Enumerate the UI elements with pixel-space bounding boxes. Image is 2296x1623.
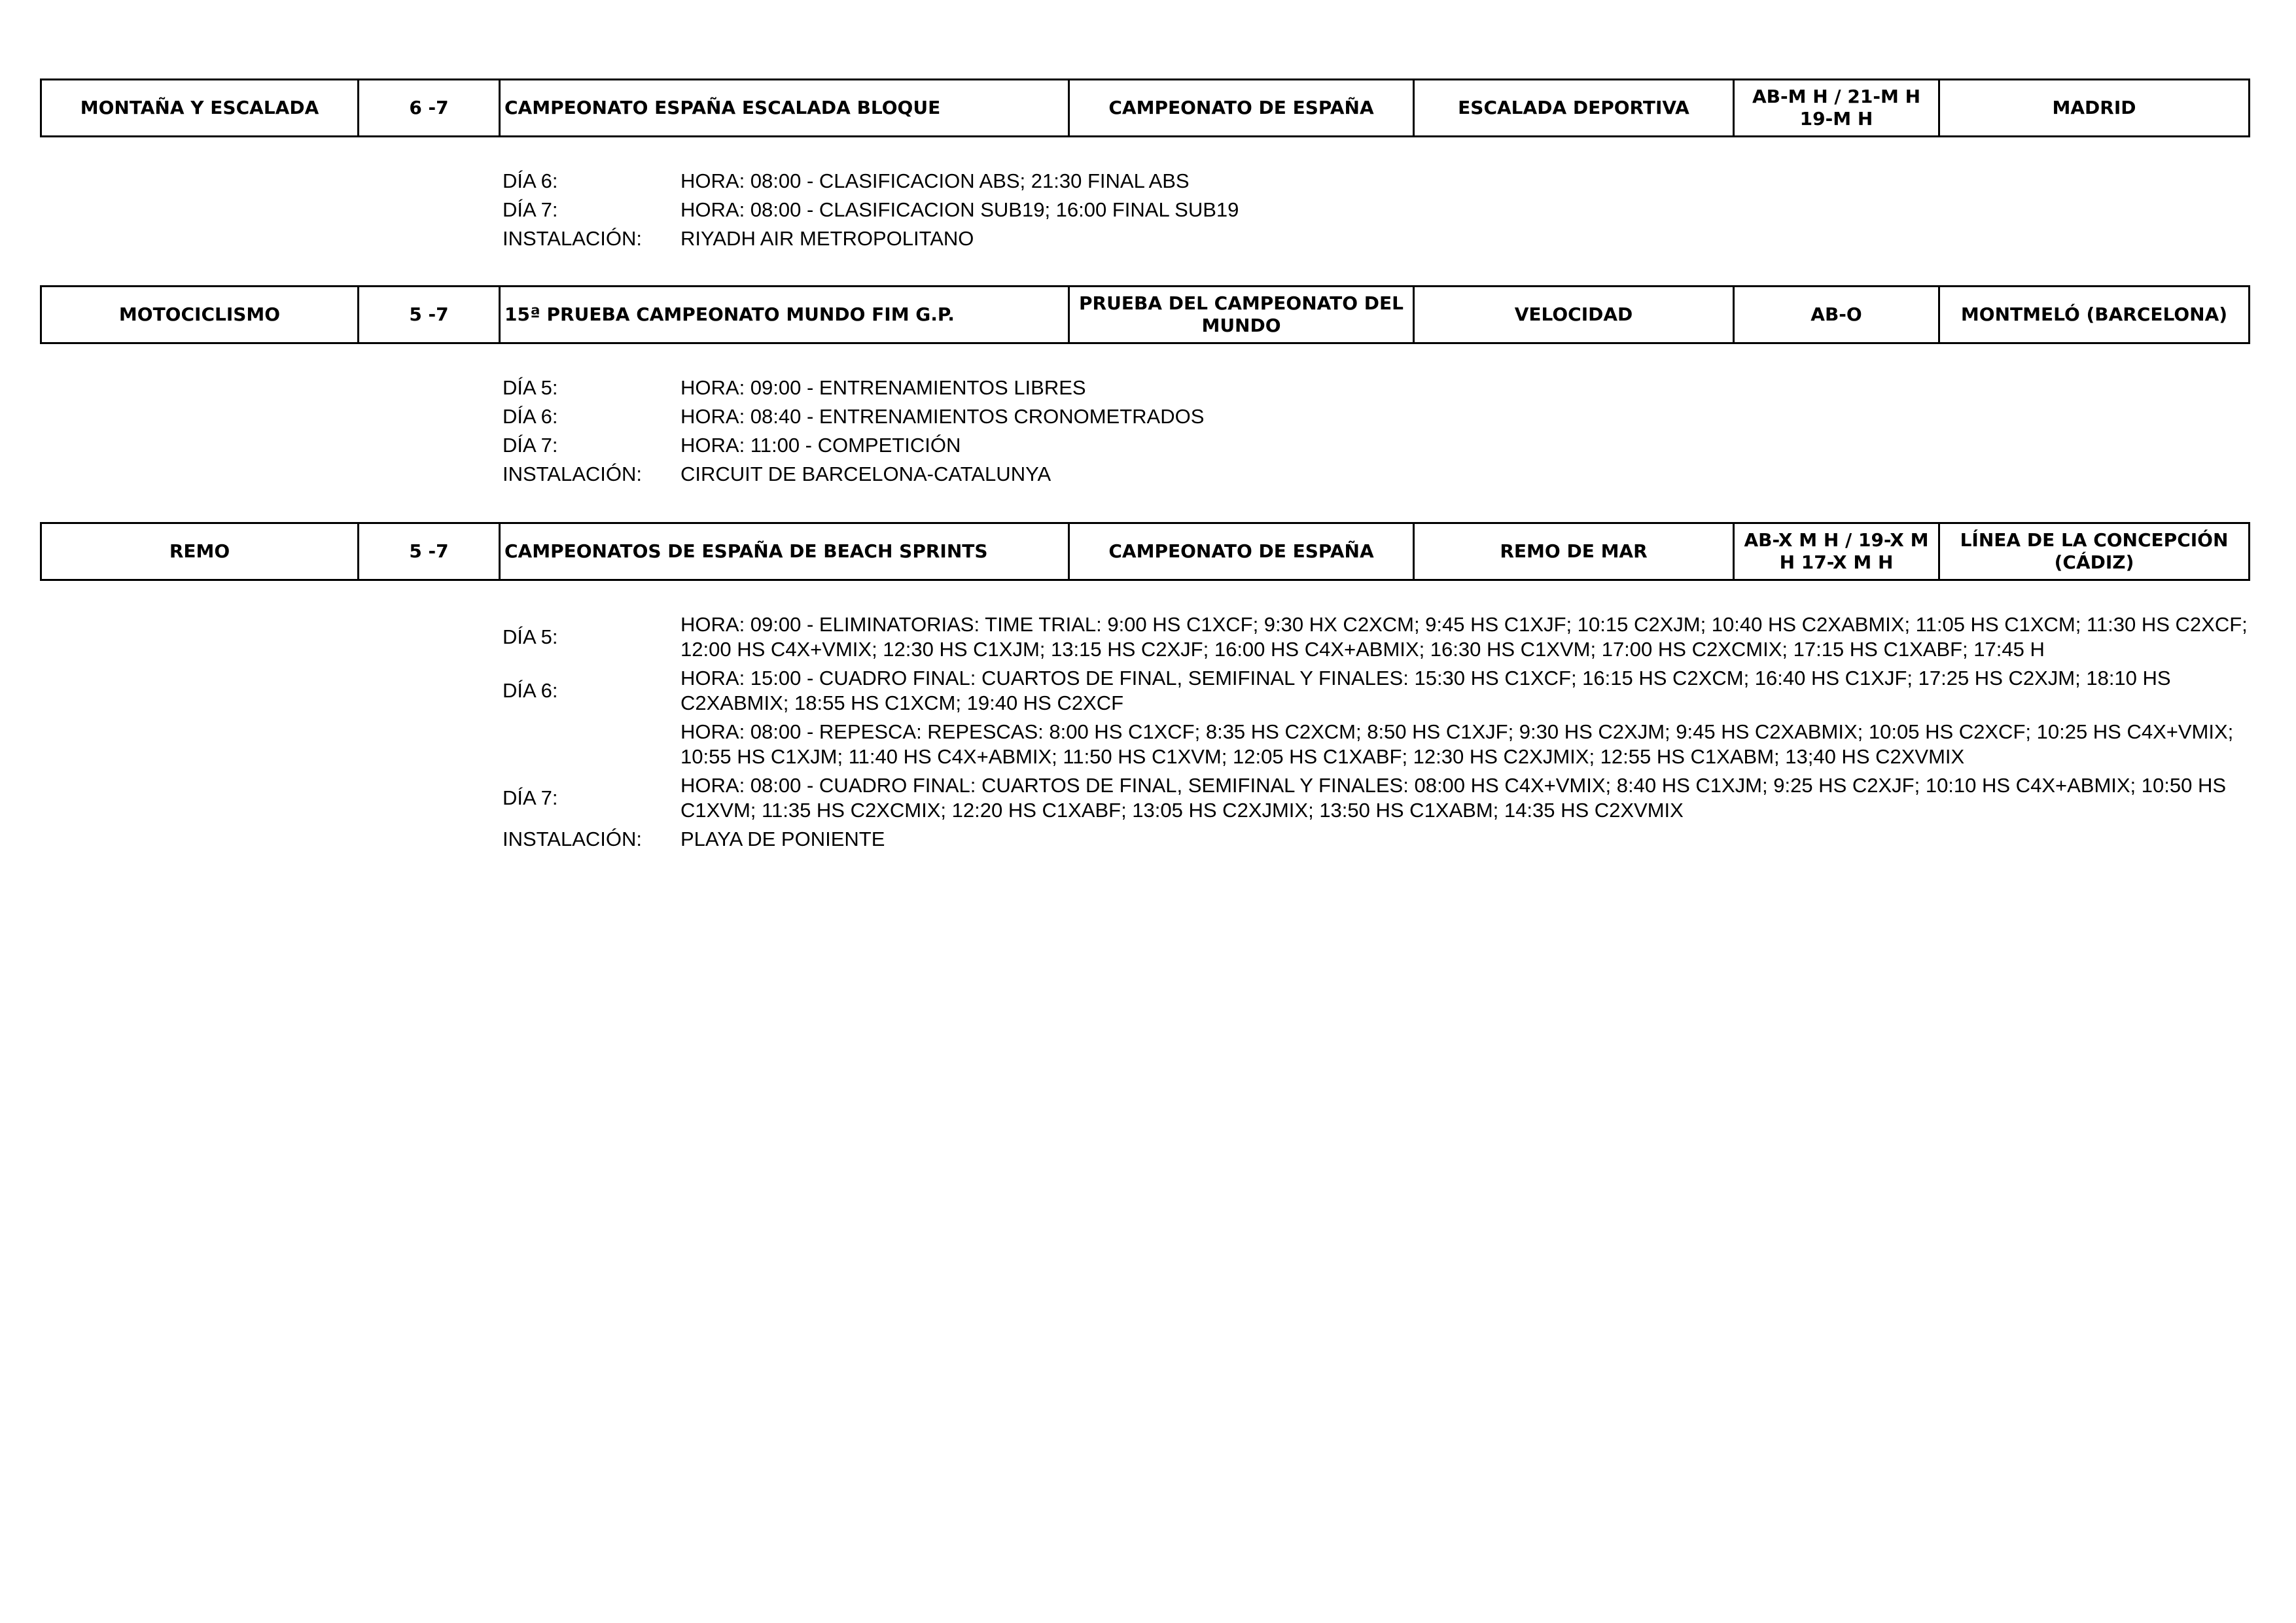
event-sport: MOTOCICLISMO <box>41 287 359 343</box>
detail-label: DÍA 5: <box>503 625 558 648</box>
detail-row <box>503 404 2263 429</box>
event-category: AB-M H / 21-M H 19-M H <box>1734 80 1939 137</box>
event-type: CAMPEONATO DE ESPAÑA <box>1069 523 1414 580</box>
event-name: 15ª PRUEBA CAMPEONATO MUNDO FIM G.P. <box>500 287 1069 343</box>
event-row-montana <box>40 79 2250 137</box>
detail-row <box>503 827 2263 852</box>
detail-row <box>503 666 2263 716</box>
event-location: MONTMELÓ (BARCELONA) <box>1939 287 2250 343</box>
detail-text: HORA: 08:40 - ENTRENAMIENTOS CRONOMETRADOS <box>680 405 1205 428</box>
event-details-montana <box>503 169 2263 255</box>
detail-row <box>503 612 2263 662</box>
detail-row <box>503 198 2263 222</box>
detail-text: CIRCUIT DE BARCELONA-CATALUNYA <box>680 462 1051 485</box>
detail-label: INSTALACIÓN: <box>503 462 643 485</box>
detail-text: HORA: 15:00 - CUADRO FINAL: CUARTOS DE FINAL, SEMIFINAL Y FINALES: 15:30 HS C1XCF; 16:15 HS C2XCM; 16:40 HS C1XJF; 17:25 HS C2XJM; 18:10 HS C2XABMIX; 18:55 HS C1XCM; 19:40 HS C2XCF <box>680 667 2171 714</box>
event-category: AB-O <box>1734 287 1939 343</box>
event-discipline: VELOCIDAD <box>1414 287 1734 343</box>
detail-label: INSTALACIÓN: <box>503 227 643 250</box>
detail-text: HORA: 08:00 - CLASIFICACION SUB19; 16:00 FINAL SUB19 <box>680 198 1239 221</box>
detail-text: HORA: 09:00 - ENTRENAMIENTOS LIBRES <box>680 376 1086 399</box>
detail-row <box>503 226 2263 251</box>
detail-label: DÍA 5: <box>503 376 558 399</box>
detail-text: HORA: 08:00 - CUADRO FINAL: CUARTOS DE FINAL, SEMIFINAL Y FINALES: 08:00 HS C4X+VMIX; 8:40 HS C1XJM; 9:25 HS C2XJF; 10:10 HS C4X+ABMIX; 10:50 HS C1XVM; 11:35 HS C2XCMIX; 12:20 HS C1XABF; 13:05 HS C2XJMIX; 13:50 HS C1XABM; 14:35 HS C2XVMIX <box>680 774 2227 822</box>
detail-text: PLAYA DE PONIENTE <box>680 828 885 850</box>
event-name: CAMPEONATOS DE ESPAÑA DE BEACH SPRINTS <box>500 523 1069 580</box>
detail-row <box>503 462 2263 487</box>
detail-text: RIYADH AIR METROPOLITANO <box>680 227 974 250</box>
detail-row <box>503 720 2263 769</box>
event-dates: 5 -7 <box>359 287 500 343</box>
event-type: CAMPEONATO DE ESPAÑA <box>1069 80 1414 137</box>
event-dates: 6 -7 <box>359 80 500 137</box>
event-row-motociclismo <box>40 285 2250 344</box>
event-location: LÍNEA DE LA CONCEPCIÓN (CÁDIZ) <box>1939 523 2250 580</box>
detail-label: DÍA 6: <box>503 169 558 192</box>
event-row-remo <box>40 522 2250 581</box>
event-category: AB-X M H / 19-X M H 17-X M H <box>1734 523 1939 580</box>
detail-label: INSTALACIÓN: <box>503 828 643 850</box>
detail-text: HORA: 11:00 - COMPETICIÓN <box>680 434 961 457</box>
event-dates: 5 -7 <box>359 523 500 580</box>
detail-label: DÍA 6: <box>503 405 558 428</box>
detail-row <box>503 433 2263 458</box>
detail-text: HORA: 08:00 - REPESCA: REPESCAS: 8:00 HS C1XCF; 8:35 HS C2XCM; 8:50 HS C1XJF; 9:30 HS C2XJM; 9:45 HS C2XABMIX; 10:05 HS C2XCF; 10:25 HS C4X+VMIX; 10:55 HS C1XJM; 11:40 HS C4X+ABMIX; 11:50 HS C1XVM; 12:05 HS C1XABF; 12:30 HS C2XJMIX; 12:55 HS C1XABM; 13;40 HS C2XVMIX <box>680 720 2234 768</box>
event-type: PRUEBA DEL CAMPEONATO DEL MUNDO <box>1069 287 1414 343</box>
detail-row <box>503 375 2263 400</box>
event-details-motociclismo <box>503 375 2263 491</box>
detail-text: HORA: 09:00 - ELIMINATORIAS: TIME TRIAL: 9:00 HS C1XCF; 9:30 HX C2XCM; 9:45 HS C1XJF; 10:15 C2XJM; 10:40 HS C2XABMIX; 11:05 HS C1XCM; 11:30 HS C2XCF; 12:00 HS C4X+VMIX; 12:30 HS C1XJM; 13:15 HS C2XJF; 16:00 HS C4X+ABMIX; 16:30 HS C1XVM; 17:00 HS C2XCMIX; 17:15 HS C1XABF; 17:45 H <box>680 613 2248 661</box>
detail-label: DÍA 7: <box>503 198 558 221</box>
detail-row <box>503 773 2263 823</box>
event-discipline: ESCALADA DEPORTIVA <box>1414 80 1734 137</box>
detail-row <box>503 169 2263 194</box>
event-name: CAMPEONATO ESPAÑA ESCALADA BLOQUE <box>500 80 1069 137</box>
event-sport: REMO <box>41 523 359 580</box>
event-sport: MONTAÑA Y ESCALADA <box>41 80 359 137</box>
event-details-remo <box>503 612 2263 856</box>
detail-label: DÍA 7: <box>503 434 558 457</box>
detail-label: DÍA 7: <box>503 786 558 809</box>
event-location: MADRID <box>1939 80 2250 137</box>
event-discipline: REMO DE MAR <box>1414 523 1734 580</box>
detail-text: HORA: 08:00 - CLASIFICACION ABS; 21:30 FINAL ABS <box>680 169 1190 192</box>
detail-label: DÍA 6: <box>503 679 558 702</box>
